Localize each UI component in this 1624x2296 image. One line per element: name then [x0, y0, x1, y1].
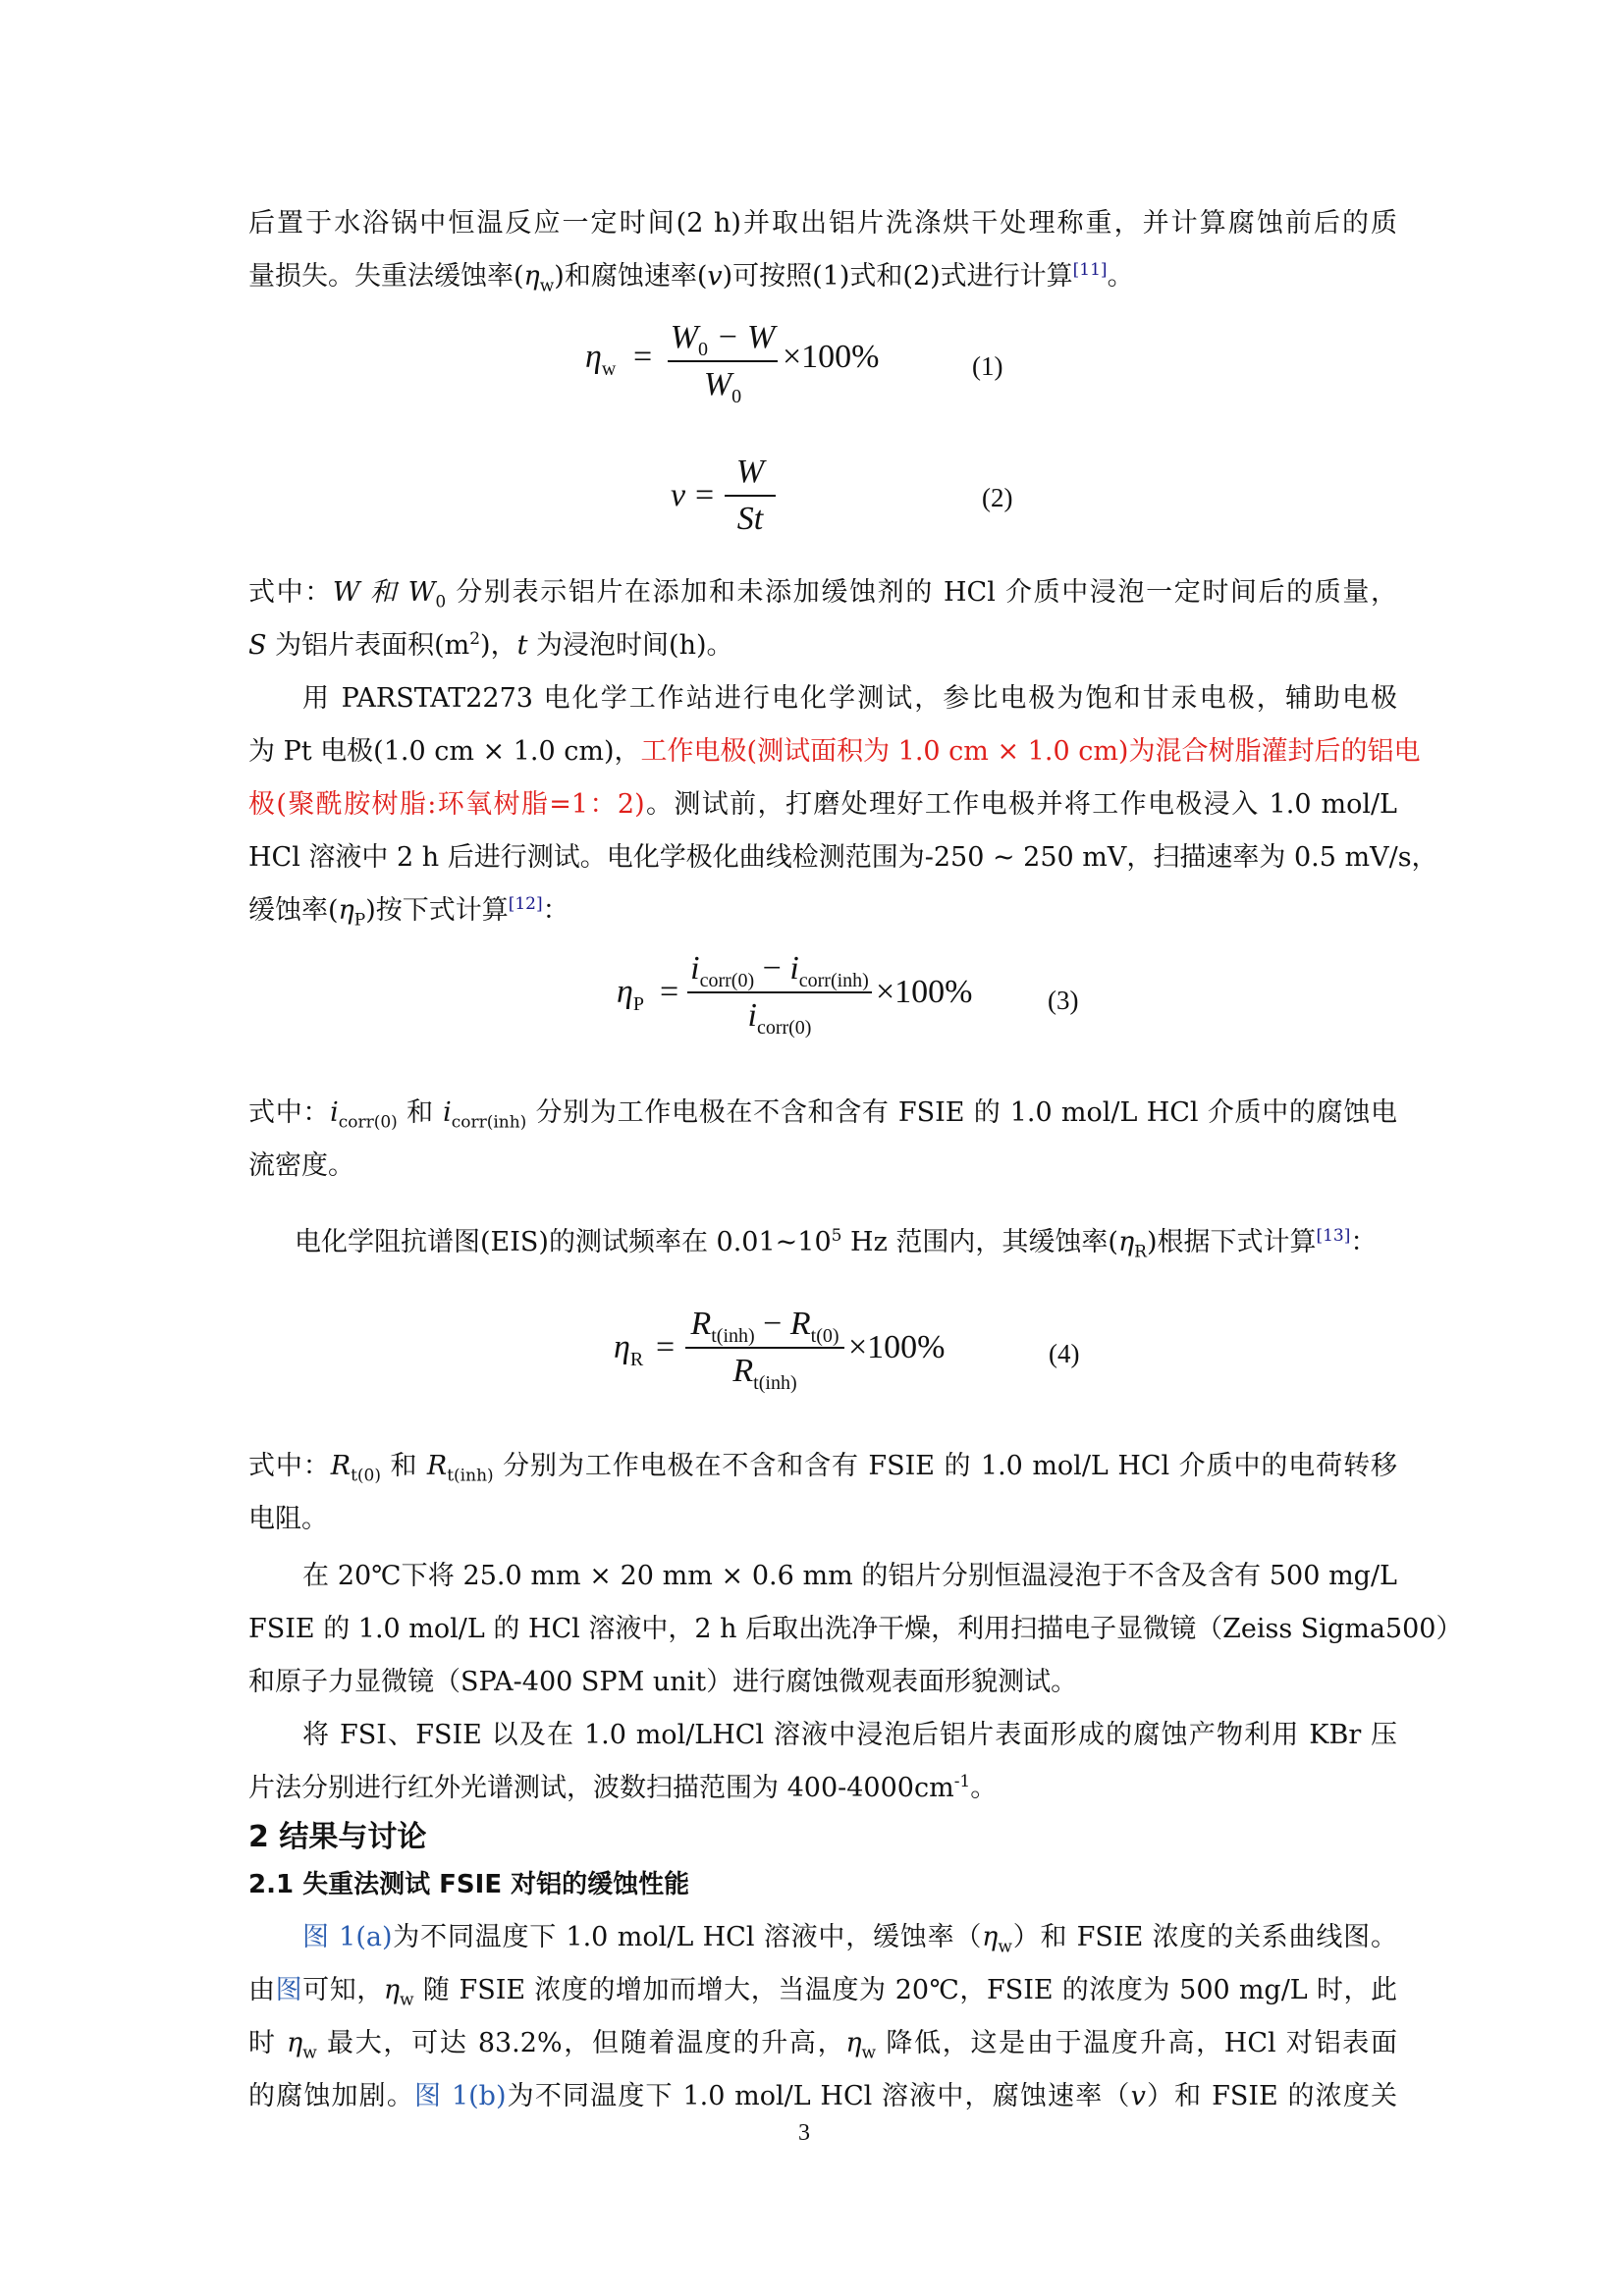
text-line: 由图可知，$\eta_w$ 随 FSIE 浓度的增加而增大，当温度为 20℃，FSIE 的浓度为 500 mg/L 时，此 [248, 1975, 1398, 2010]
text-line: HCl 溶液中 2 h 后进行测试。电化学极化曲线检测范围为-250 ~ 250 mV，扫描速率为 0.5 mV/s， [248, 842, 1438, 873]
text-line: 片法分别进行红外光谱测试，波数扫描范围为 $400-4000cm^{-1}$。 [248, 1772, 998, 1803]
text-line: 流密度。 [248, 1150, 354, 1181]
text-line: 图 1(a)为不同温度下 1.0 mol/L HCl 溶液中，缓蚀率$(\eta_w)$和 FSIE 浓度的关系曲线图。 [302, 1922, 1397, 1957]
text-line: 式中：$i_{corr(0)}$ 和 $i_{corr(inh)}$ 分别为工作电极在不含和含有 FSIE 的 1.0 mol/L HCl 介质中的腐蚀电 [248, 1097, 1397, 1133]
text-line: 极(聚酰胺树脂:环氧树脂=1：2)。测试前，打磨处理好工作电极并将工作电极浸入 1.0 mol/L [248, 789, 1397, 820]
highlighted-text: 极(聚酰胺树脂:环氧树脂=1：2) [248, 789, 645, 820]
text-line: 电阻。 [248, 1504, 328, 1534]
text-line: 式中：$R_{t(0)}$ 和 $R_{t(inh)}$ 分别为工作电极在不含和含有 FSIE 的 1.0 mol/L HCl 介质中的电荷转移 [248, 1451, 1397, 1486]
text-line: 将 FSI、FSIE 以及在 1.0 mol/LHCl 溶液中浸泡后铝片表面形成的腐蚀产物利用 KBr 压 [302, 1720, 1397, 1750]
equation-4: $\eta_R$ = $R_{t(inh)} - R_{t(0)}$ $R_{t(inh)}$ ×100% [614, 1306, 946, 1394]
text-line: 用 PARSTAT2273 电化学工作站进行电化学测试，参比电极为饱和甘汞电极，辅助电极 [302, 683, 1397, 714]
text-line: 时 $\eta_w$ 最大，可达 83.2%，但随着温度的升高，$\eta_w$ 降低，这是由于温度升高，HCl 对铝表面 [248, 2028, 1398, 2063]
equation-number: (2) [982, 483, 1013, 512]
equation-number: (3) [1048, 986, 1079, 1015]
figure-link[interactable]: 图 [275, 1975, 303, 2005]
text-line: 后置于水浴锅中恒温反应一定时间(2 h)并取出铝片洗涤烘干处理称重，并计算腐蚀前后的质 [248, 208, 1397, 239]
figure-link[interactable]: 图 1(b) [414, 2081, 507, 2111]
highlighted-text: 工作电极(测试面积为 1.0 cm × 1.0 cm)为混合树脂灌封后的铝电 [640, 736, 1421, 767]
text-line: 和原子力显微镜（SPA-400 SPM unit）进行腐蚀微观表面形貌测试。 [248, 1667, 1078, 1697]
citation-link[interactable]: [13] [1316, 1226, 1351, 1246]
page-number: 3 [798, 2120, 810, 2146]
text-line: 电化学阻抗谱图(EIS)的测试频率在 $0.01\sim 10^5$ Hz 范围内，其缓蚀率$(\eta_R)$根据下式计算[13]： [295, 1226, 1378, 1262]
text-line: FSIE 的 1.0 mol/L 的 HCl 溶液中，2 h 后取出洗净干燥，利用扫描电子显微镜（Zeiss Sigma500） [248, 1614, 1463, 1644]
text-line: 缓蚀率$(\eta_P)$按下式计算[12]： [248, 894, 569, 931]
section-heading: 2 结果与讨论 [248, 1820, 427, 1854]
subsection-heading: 2.1 失重法测试 FSIE 对铝的缓蚀性能 [248, 1870, 690, 1899]
citation-link[interactable]: [11] [1072, 260, 1108, 280]
text-line: 的腐蚀加剧。图 1(b)为不同温度下 1.0 mol/L HCl 溶液中，腐蚀速率（v）和 FSIE 的浓度关 [248, 2081, 1397, 2111]
text-line: 量损失。失重法缓蚀率$(\eta_w)$和腐蚀速率(v)可按照(1)式和(2)式进行计算[11]。 [248, 260, 1134, 296]
text-line: S 为铝片表面积$(m^2)$，t 为浸泡时间(h)。 [248, 629, 733, 661]
figure-link[interactable]: 图 1(a) [302, 1922, 393, 1952]
equation-number: (4) [1049, 1339, 1080, 1368]
text-line: 在 20℃下将 25.0 mm × 20 mm × 0.6 mm 的铝片分别恒温浸泡于不含及含有 500 mg/L [302, 1561, 1397, 1591]
equation-1: $\eta_w$ = $W_0 - W$ $W_0$ ×100% [585, 319, 880, 407]
equation-3: $\eta_P$ = $i_{corr(0)} - i_{corr(inh)}$ $i_{corr(0)}$ ×100% [617, 950, 973, 1039]
equation-number: (1) [972, 351, 1003, 381]
text-line: 式中：W 和 $W_0$ 分别表示铝片在添加和未添加缓蚀剂的 HCl 介质中浸泡一定时间后的质量， [248, 577, 1398, 613]
equation-2: v = W St [0, 454, 1624, 552]
text-line: 为 Pt 电极(1.0 cm × 1.0 cm)，工作电极(测试面积为 1.0 cm × 1.0 cm)为混合树脂灌封后的铝电 [248, 736, 1421, 767]
citation-link[interactable]: [12] [508, 894, 543, 914]
